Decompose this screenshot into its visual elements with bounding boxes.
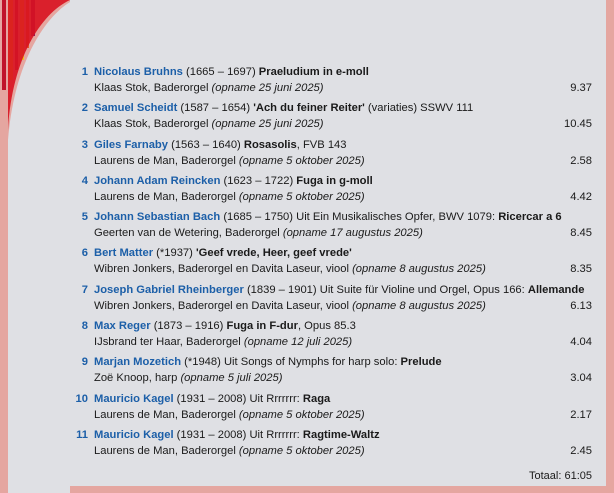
composer-years: (1931 – 2008) <box>173 392 250 405</box>
track-row <box>70 100 592 136</box>
recording-date: (opname 12 juli 2025) <box>243 336 353 349</box>
track-row <box>70 354 592 390</box>
work-title: Rosasolis <box>243 138 297 151</box>
track-performer-line <box>94 262 486 277</box>
total-duration: Totaal: 61:05 <box>529 470 592 482</box>
composer-years: (1931 – 2008) <box>173 428 250 441</box>
track-row <box>70 282 592 318</box>
performer: Laurens de Man, Baderorgel <box>94 444 239 457</box>
work-suffix: , FVB 143 <box>296 138 347 151</box>
composer-name: Nicolaus Bruhns <box>94 66 183 78</box>
composer-years: (1873 – 1916) <box>150 320 227 333</box>
performer: Zoë Knoop, harp <box>94 372 181 385</box>
work-prefix: Uit Ein Musikalisches Opfer, BWV 1079: <box>296 211 499 224</box>
track-row <box>70 318 592 354</box>
performer: Laurens de Man, Baderorgel <box>94 190 239 203</box>
composer-years: (*1948) <box>181 356 224 369</box>
track-title-line <box>94 283 584 298</box>
track-duration: 8.45 <box>570 227 592 240</box>
track-row <box>70 245 592 281</box>
composer-name: Mauricio Kagel <box>94 392 174 405</box>
track-duration: 2.17 <box>570 408 592 421</box>
recording-date: (opname 5 oktober 2025) <box>238 154 365 167</box>
track-duration: 8.35 <box>570 263 592 276</box>
track-number: 3 <box>81 138 88 151</box>
work-prefix: Uit Suite für Violine und Orgel, Opus 166: <box>319 283 528 296</box>
track-title-line <box>94 101 473 116</box>
track-performer-line <box>94 444 365 459</box>
composer-name: Joseph Gabriel Rheinberger <box>94 283 244 296</box>
work-prefix: Uit Songs of Nymphs for harp solo: <box>223 356 401 369</box>
track-title-line <box>94 174 373 189</box>
composer-name: Johann Adam Reincken <box>94 174 221 187</box>
track-performer-line <box>94 154 365 169</box>
composer-name: Max Reger <box>94 320 151 333</box>
track-duration: 3.04 <box>570 372 592 385</box>
track-title-line <box>94 392 330 407</box>
recording-date: (opname 8 augustus 2025) <box>352 263 486 276</box>
track-number: 9 <box>81 356 88 369</box>
track-row <box>70 64 592 100</box>
performer: Laurens de Man, Baderorgel <box>94 408 239 421</box>
track-performer-line <box>94 371 282 386</box>
work-prefix: Uit Rrrrrrr: <box>249 428 303 441</box>
track-number: 10 <box>75 392 88 405</box>
track-number: 11 <box>76 428 88 441</box>
track-title-line <box>94 138 347 153</box>
track-number: 5 <box>81 211 88 224</box>
track-duration: 2.58 <box>570 154 592 167</box>
composer-name: Marjan Mozetich <box>94 356 182 369</box>
track-number: 4 <box>81 174 88 187</box>
composer-years: (1563 – 1640) <box>168 138 244 151</box>
track-duration: 10.45 <box>564 118 592 131</box>
recording-date: (opname 17 augustus 2025) <box>282 227 423 240</box>
track-title-line <box>94 428 380 443</box>
track-performer-line <box>94 408 365 423</box>
composer-years: (1587 – 1654) <box>177 102 254 115</box>
track-number: 7 <box>81 283 88 296</box>
performer: Wibren Jonkers, Baderorgel en Davita Laseur, viool <box>94 299 353 312</box>
composer-name: Bert Matter <box>94 247 154 260</box>
work-title: Allemande <box>527 283 585 296</box>
track-number: 6 <box>81 247 88 260</box>
work-title: Ragtime-Waltz <box>302 428 380 441</box>
work-title: Raga <box>302 392 331 405</box>
work-title: Ricercar a 6 <box>498 211 562 224</box>
recording-date: (opname 5 oktober 2025) <box>238 444 365 457</box>
track-duration: 9.37 <box>570 82 592 94</box>
work-prefix: Uit Rrrrrrr: <box>249 392 303 405</box>
recording-date: (opname 5 oktober 2025) <box>238 190 365 203</box>
work-title: 'Ach du feiner Reiter' <box>253 102 365 115</box>
work-title: Prelude <box>400 356 442 369</box>
track-performer-line <box>94 335 352 350</box>
track-duration: 4.04 <box>570 336 592 349</box>
track-title-line <box>94 355 442 370</box>
tracklist <box>70 64 592 463</box>
work-title: Fuga in F-dur <box>226 320 298 333</box>
track-performer-line <box>94 81 324 96</box>
composer-years: (1685 – 1750) <box>220 211 297 224</box>
composer-name: Giles Farnaby <box>94 138 168 151</box>
track-row <box>70 137 592 173</box>
track-duration: 6.13 <box>570 299 592 312</box>
composer-name: Mauricio Kagel <box>94 428 174 441</box>
track-performer-line <box>94 117 324 132</box>
track-duration: 2.45 <box>570 444 592 457</box>
work-suffix: (variaties) SSWV 111 <box>364 102 474 115</box>
work-suffix: , Opus 85.3 <box>297 320 356 333</box>
work-title: Praeludium in e-moll <box>258 66 369 78</box>
composer-years: (1665 – 1697) <box>182 66 259 78</box>
track-row <box>70 209 592 245</box>
track-duration: 4.42 <box>570 190 592 203</box>
track-title-line <box>94 65 369 80</box>
composer-years: (*1937) <box>153 247 196 260</box>
performer: IJsbrand ter Haar, Baderorgel <box>94 336 244 349</box>
recording-date: (opname 8 augustus 2025) <box>352 299 486 312</box>
track-number: 1 <box>81 66 88 78</box>
track-number: 2 <box>81 102 88 115</box>
performer: Wibren Jonkers, Baderorgel en Davita Laseur, viool <box>94 263 353 276</box>
track-title-line <box>94 210 562 225</box>
track-row <box>70 173 592 209</box>
composer-name: Johann Sebastian Bach <box>94 211 221 224</box>
recording-date: (opname 25 juni 2025) <box>211 82 324 94</box>
recording-date: (opname 25 juni 2025) <box>211 118 324 131</box>
performer: Klaas Stok, Baderorgel <box>94 82 212 94</box>
recording-date: (opname 5 oktober 2025) <box>238 408 365 421</box>
work-title: Fuga in g-moll <box>296 174 373 187</box>
track-row <box>70 391 592 427</box>
decorative-stripes <box>0 0 70 493</box>
performer: Klaas Stok, Baderorgel <box>94 118 212 131</box>
track-performer-line <box>94 299 486 314</box>
performer: Geerten van de Wetering, Baderorgel <box>94 227 283 240</box>
track-title-line <box>94 319 356 334</box>
track-performer-line <box>94 226 423 241</box>
composer-years: (1623 – 1722) <box>220 174 297 187</box>
composer-years: (1839 – 1901) <box>243 283 320 296</box>
track-performer-line <box>94 190 365 205</box>
track-row <box>70 427 592 463</box>
work-title: 'Geef vrede, Heer, geef vrede' <box>195 247 352 260</box>
composer-name: Samuel Scheidt <box>94 102 178 115</box>
track-title-line <box>94 246 352 261</box>
performer: Laurens de Man, Baderorgel <box>94 154 239 167</box>
track-number: 8 <box>81 320 88 333</box>
recording-date: (opname 5 juli 2025) <box>180 372 283 385</box>
